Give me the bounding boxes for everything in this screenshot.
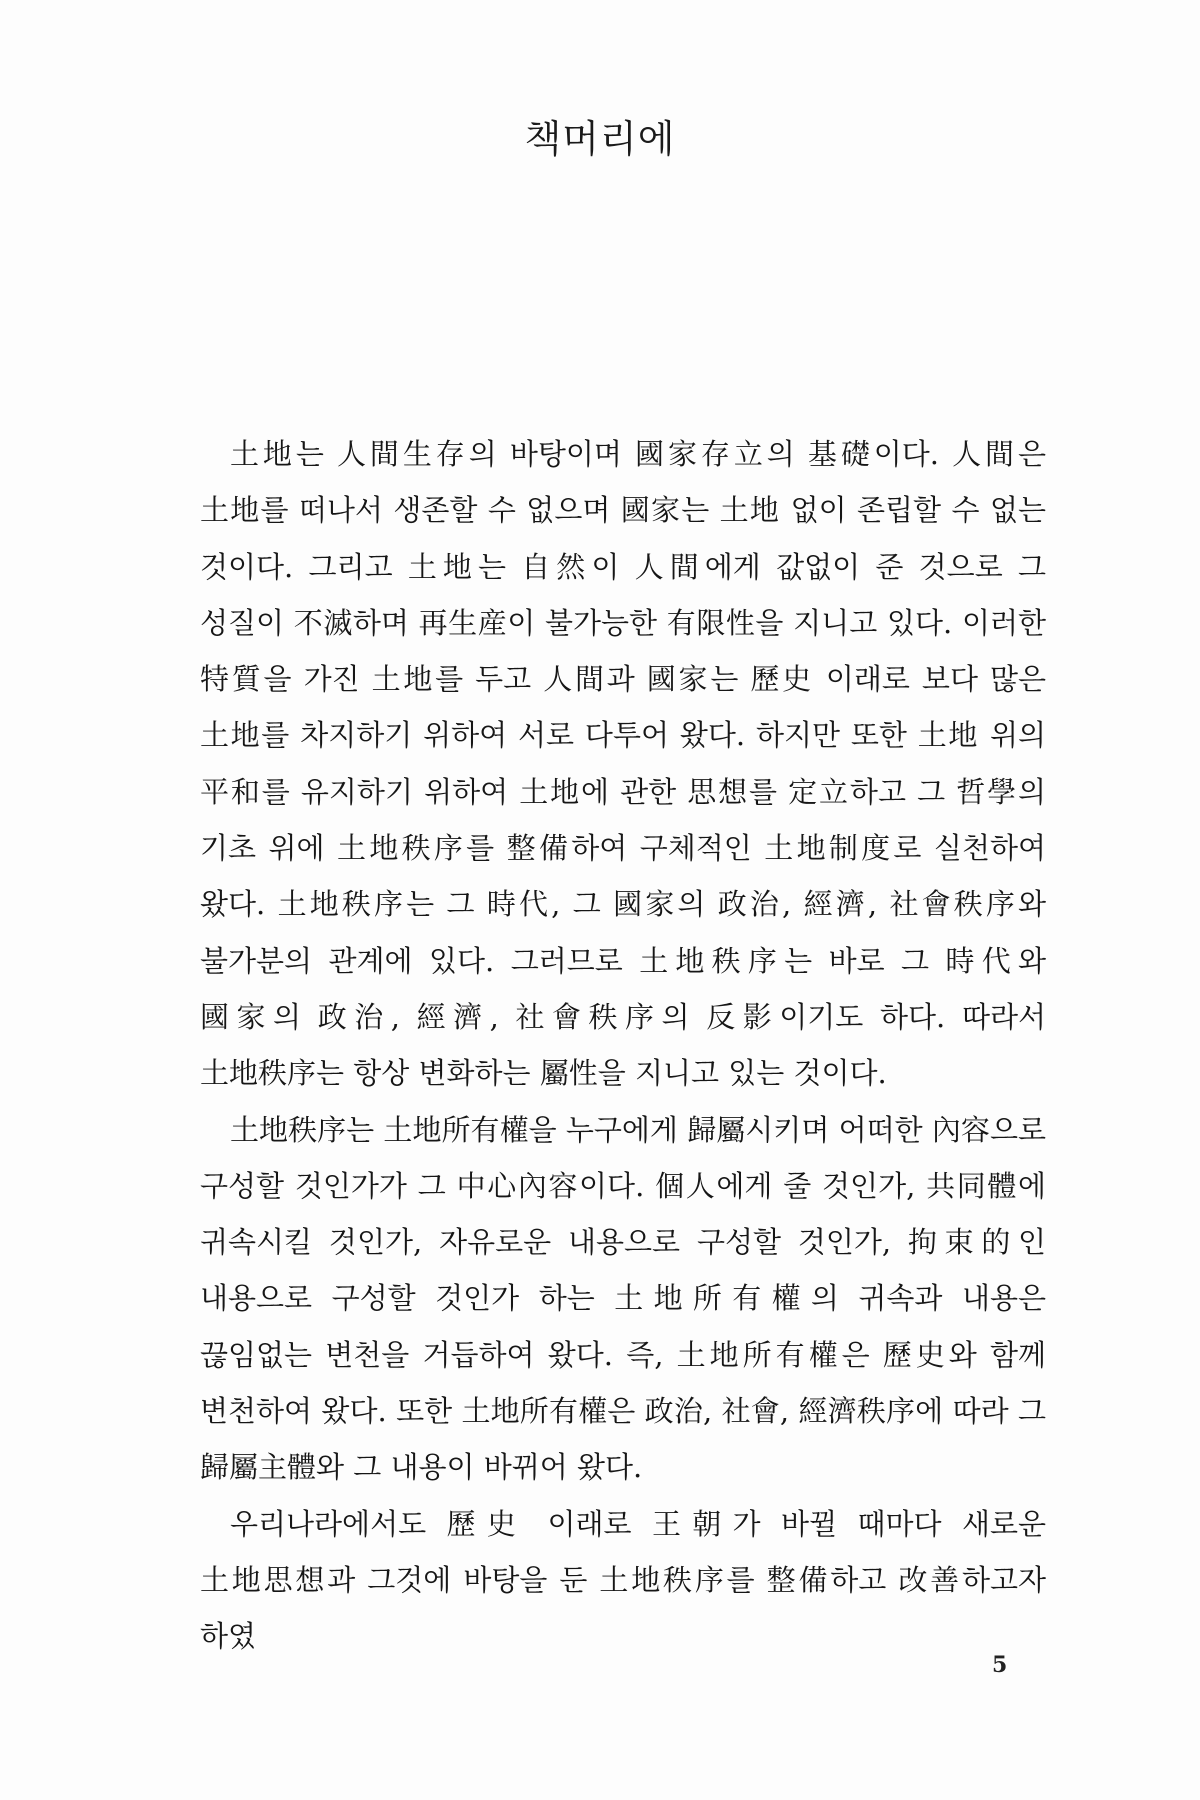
body-text xyxy=(200,426,1046,1665)
paragraph-2: 土地秩序는 土地所有權을 누구에게 歸屬시키며 어떠한 內容으로 구성할 것인가가 그 中心內容이다. 個人에게 줄 것인가, 共同體에 귀속시킬 것인가, 자유로운 내용으로 구성할 것인가, 拘束的인 내용으로 구성할 것인가 하는 土地所有權의 귀속과 내용은 끊임없는 변천을 거듭하여 왔다. 즉, 土地所有權은 歷史와 함께 변천하여 왔다. 또한 土地所有權은 政治, 社會, 經濟秩序에 따라 그 歸屬主體와 그 내용이 바뀌어 왔다. xyxy=(200,1112,1046,1485)
page-number: 5 xyxy=(992,1652,1008,1678)
paragraph-1: 土地는 人間生存의 바탕이며 國家存立의 基礎이다. 人間은 土地를 떠나서 생존할 수 없으며 國家는 土地 없이 존립할 수 없는 것이다. 그리고 土地는 自然이 人間에게 값없이 준 것으로 그 성질이 不滅하며 再生産이 불가능한 有限性을 지니고 있다. 이러한 特質을 가진 土地를 두고 人間과 國家는 歷史 이래로 보다 많은 土地를 차지하기 위하여 서로 다투어 왔다. 하지만 또한 土地 위의 平和를 유지하기 위하여 土地에 관한 思想를 定立하고 그 哲學의 기초 위에 土地秩序를 整備하여 구체적인 土地制度로 실천하여 왔다. 土地秩序는 그 時代, 그 國家의 政治, 經濟, 社會秩序와 불가분의 관계에 있다. 그러므로 土地秩序는 바로 그 時代와 國家의 政治, 經濟, 社會秩序의 反影이기도 하다. 따라서 土地秩序는 항상 변화하는 屬性을 지니고 있는 것이다. xyxy=(200,437,1046,1091)
page-title: 책머리에 xyxy=(524,117,676,161)
paragraph-3: 우리나라에서도 歷史 이래로 王朝가 바뀔 때마다 새로운 土地思想과 그것에 바탕을 둔 土地秩序를 整備하고 改善하고자 하였 xyxy=(200,1506,1046,1654)
